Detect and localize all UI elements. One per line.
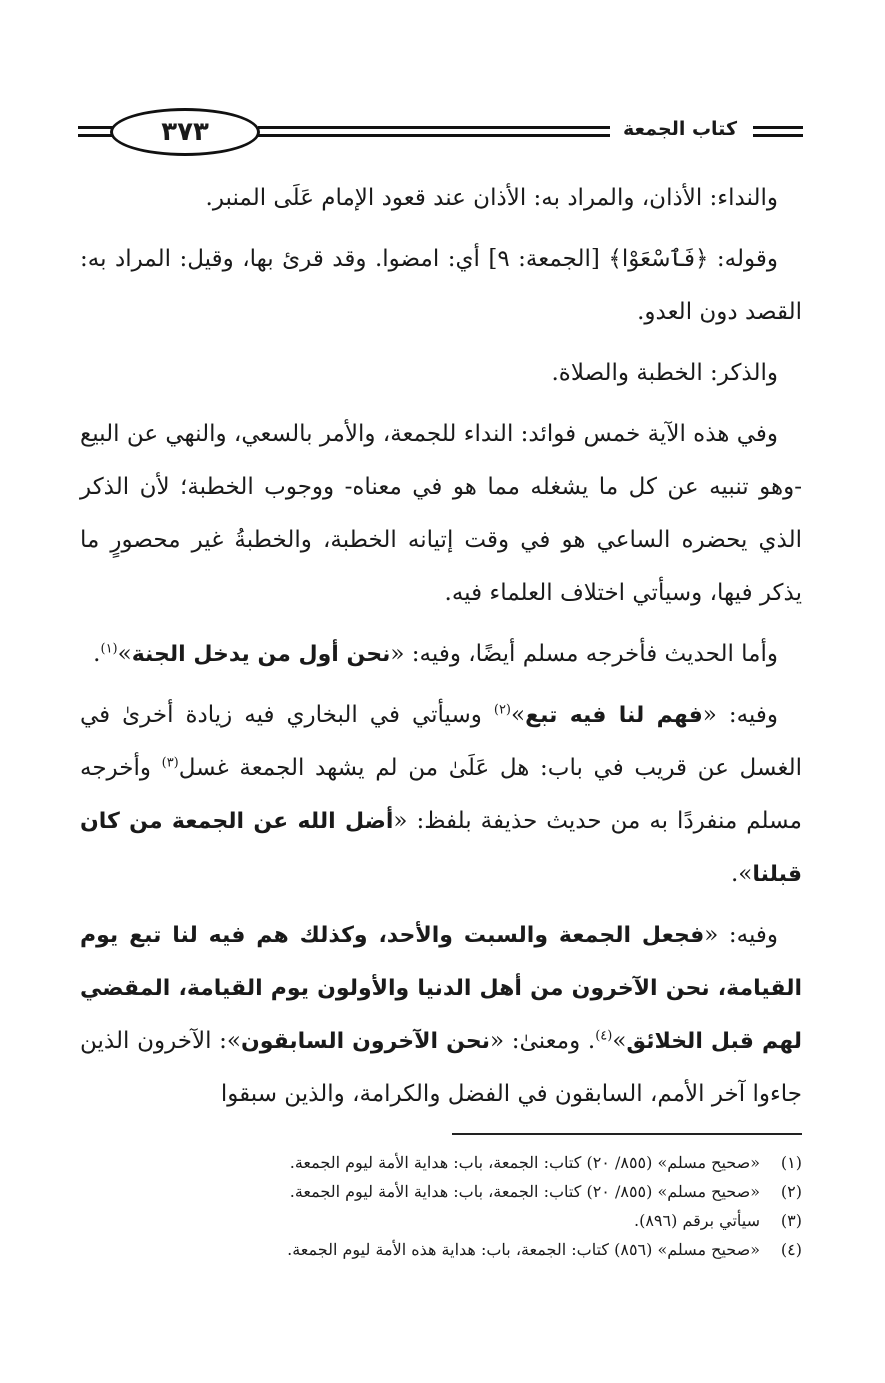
main-text: [80, 172, 802, 1121]
text-run: والنداء: الأذان، والمراد به: الأذان عند قعود الإمام عَلَى المنبر.: [205, 185, 778, 211]
footnote: [80, 1148, 802, 1177]
header-rule: [78, 134, 114, 137]
paragraph: [80, 689, 802, 901]
header-rule: [78, 126, 114, 129]
text-run: »: [511, 702, 526, 728]
paragraph: [80, 172, 802, 225]
text-run: وأما الحديث فأخرجه مسلم أيضًا، وفيه: «: [390, 641, 778, 667]
text-run: والذكر: الخطبة والصلاة.: [551, 360, 778, 386]
paragraph: [80, 233, 802, 339]
footnote-text: «صحيح مسلم» (٨٥٦) كتاب: الجمعة، باب: هداية هذه الأمة ليوم الجمعة.: [287, 1240, 760, 1259]
paragraph: [80, 408, 802, 620]
footnote-text: سيأتي برقم (٨٩٦).: [634, 1211, 760, 1230]
text-run: وأخرجه مسلم منفردًا به من حديث حذيفة بلفظ: «: [80, 755, 803, 834]
footnote: [80, 1206, 802, 1235]
footnote: [80, 1235, 802, 1264]
text-run: ».: [731, 861, 753, 887]
text-run: وسيأتي في البخاري فيه زيادة أخرىٰ في الغسل عن قريب في باب: هل عَلَىٰ من لم يشهد الجمعة غسل: [80, 702, 802, 781]
page-number: ٣٧٣: [110, 108, 260, 156]
header-rule: [753, 126, 803, 129]
footnote-number: (١): [780, 1153, 802, 1172]
text-run: وفي هذه الآية خمس فوائد: النداء للجمعة، والأمر بالسعي، والنهي عن البيع -وهو تنبيه عن كل ما يشغله مما هو في معناه- ووجوب الخطبة؛ لأن الذكر الذي يحضره الساعي هو في وقت إتيانه الخطبة، والخطبةُ غير محصورٍ ما يذكر فيها، وسيأتي اختلاف العلماء فيه.: [80, 421, 802, 606]
footnote-number: (٤): [780, 1240, 802, 1259]
footnote-text: «صحيح مسلم» (٨٥٥/ ٢٠) كتاب: الجمعة، باب: هداية الأمة ليوم الجمعة.: [289, 1153, 760, 1172]
footnote-ref: (١): [100, 641, 118, 657]
text-run: وفيه: «: [702, 702, 778, 728]
footnote-number: (٢): [780, 1182, 802, 1201]
footnotes: [80, 1148, 802, 1264]
footnote-text: «صحيح مسلم» (٨٥٥/ ٢٠) كتاب: الجمعة، باب: هداية الأمة ليوم الجمعة.: [289, 1182, 760, 1201]
header-rule: [258, 134, 610, 137]
hadith-quote: نحن الآخرون السابقون: [241, 1029, 491, 1054]
footnote-ref: (٢): [493, 702, 511, 718]
text-run: وقوله: ﴿فَٱسْعَوْا﴾ [الجمعة: ٩] أي: امضوا. وقد قرئ بها، وقيل: المراد به: القصد دون العدو.: [80, 246, 802, 325]
text-run: »: [117, 641, 132, 667]
paragraph: [80, 347, 802, 400]
text-run: .: [93, 641, 101, 667]
running-title: كتاب الجمعة: [623, 118, 737, 140]
text-run: »: [612, 1028, 627, 1054]
text-run: »: الآخرون الذين جاءوا آخر الأمم، السابقون في الفضل والكرامة، والذين سبقوا: [80, 1028, 802, 1107]
header-rule: [753, 134, 803, 137]
hadith-quote: فهم لنا فيه تبع: [525, 703, 703, 728]
footnote-number: (٣): [780, 1211, 802, 1230]
hadith-quote: نحن أول من يدخل الجنة: [131, 642, 391, 667]
footnote: [80, 1177, 802, 1206]
text-run: وفيه: «: [704, 922, 779, 948]
paragraph: [80, 909, 802, 1121]
page-header: [78, 106, 803, 158]
hadith-quote: فجعل الجمعة والسبت والأحد، وكذلك هم فيه لنا تبع يوم القيامة، نحن الآخرون من أهل الدنيا والأولون يوم القيامة، المقضي لهم قبل الخلائق: [80, 923, 802, 1054]
footnote-ref: (٣): [161, 755, 179, 771]
footnote-ref: (٤): [595, 1028, 613, 1044]
text-run: . ومعنىٰ: «: [490, 1028, 596, 1054]
header-rule: [258, 126, 610, 129]
hadith-quote: أضل الله عن الجمعة من كان قبلنا: [80, 809, 802, 887]
paragraph: [80, 628, 802, 681]
footnote-separator: [452, 1133, 802, 1135]
